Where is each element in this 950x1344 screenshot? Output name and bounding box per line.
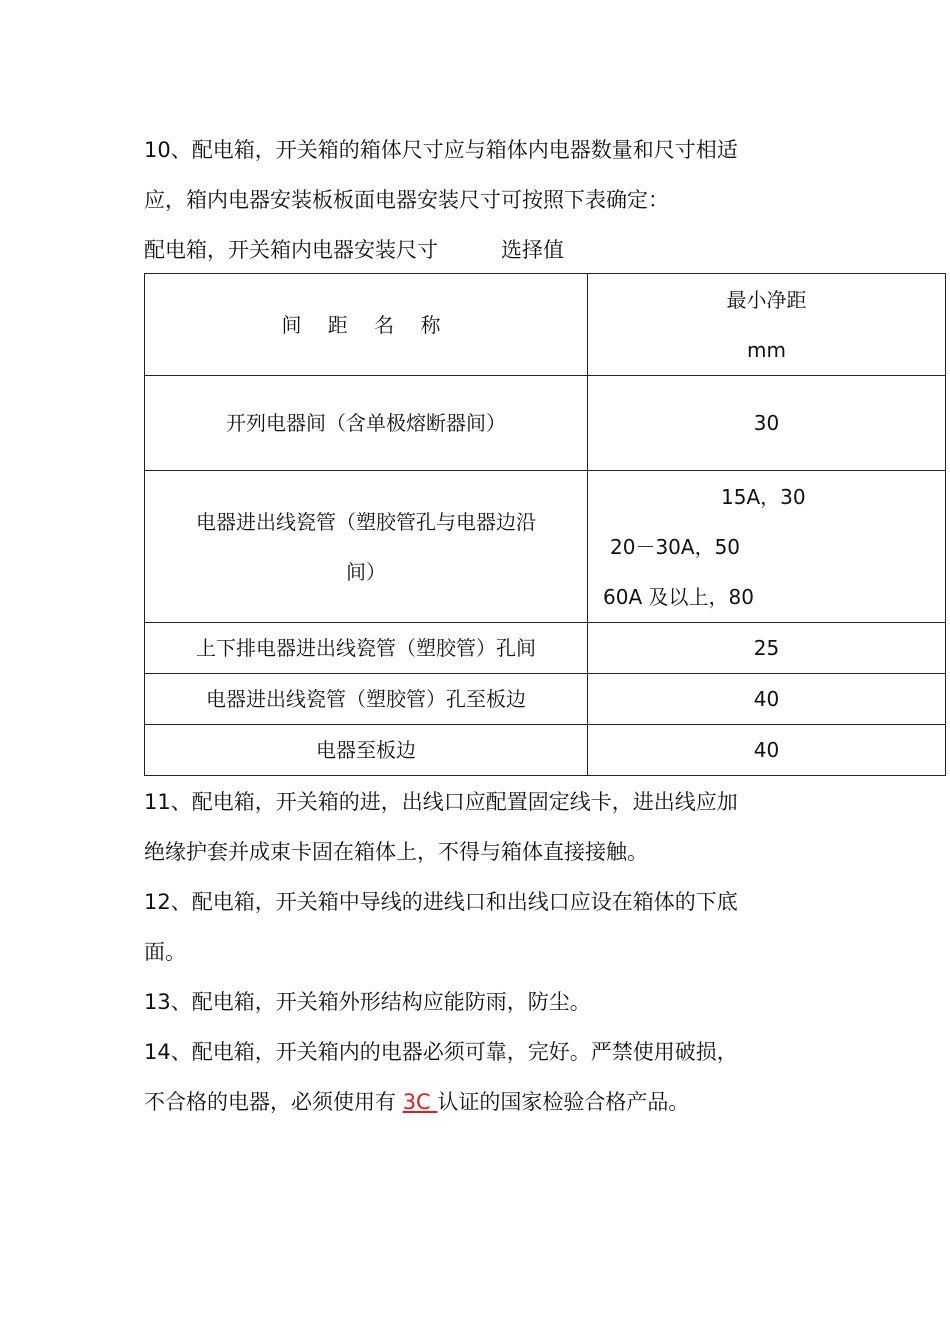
row-value-cell xyxy=(588,471,946,623)
row-name-line-1: 电器进出线瓷管（塑胶管孔与电器边沿 xyxy=(196,509,536,534)
row-value-line-2: 20－30A，50 xyxy=(610,534,741,559)
row-name-cell: 开列电器间（含单极熔断器间） xyxy=(145,376,588,471)
table-row xyxy=(145,623,946,674)
table-row xyxy=(145,674,946,725)
paragraph-14-text-before: 不合格的电器，必须使用有 xyxy=(144,1090,403,1114)
row-value-line-1: 15A，30 xyxy=(721,484,806,509)
row-value-cell: 40 xyxy=(588,674,946,725)
paragraph-12-line-1: 12、配电箱，开关箱中导线的进线口和出线口应设在箱体的下底 xyxy=(144,890,738,914)
paragraph-14-line-1: 14、配电箱，开关箱内的电器必须可靠，完好。严禁使用破损， xyxy=(144,1040,738,1064)
header-value-line-2: mm xyxy=(747,337,786,362)
3c-certification-link[interactable]: 3C xyxy=(402,1090,438,1114)
paragraph-12-line-2: 面。 xyxy=(144,940,186,964)
table-caption: 配电箱，开关箱内电器安装尺寸 选择值 xyxy=(144,238,564,262)
row-value-cell: 40 xyxy=(588,725,946,776)
row-value-line-3: 60A 及以上，80 xyxy=(603,584,754,609)
row-name-line-2: 间） xyxy=(346,559,386,584)
row-value-cell: 25 xyxy=(588,623,946,674)
table-header-row xyxy=(145,274,946,376)
installation-spacing-table xyxy=(144,273,946,776)
table-row xyxy=(145,376,946,471)
paragraph-11-line-1: 11、配电箱，开关箱的进，出线口应配置固定线卡，进出线应加 xyxy=(144,790,738,814)
paragraph-10-line-1: 10、配电箱，开关箱的箱体尺寸应与箱体内电器数量和尺寸相适 xyxy=(144,138,738,162)
paragraph-14-text-after: 认证的国家检验合格产品。 xyxy=(437,1090,690,1114)
paragraph-10-line-2: 应，箱内电器安装板板面电器安装尺寸可按照下表确定： xyxy=(144,188,669,212)
table-row xyxy=(145,471,946,623)
row-value-cell: 30 xyxy=(588,376,946,471)
paragraph-11-line-2: 绝缘护套并成束卡固在箱体上，不得与箱体直接接触。 xyxy=(144,840,648,864)
table-row xyxy=(145,725,946,776)
header-name-cell xyxy=(145,274,588,376)
header-value-line-1: 最小净距 xyxy=(726,287,807,312)
header-value-cell xyxy=(588,274,946,376)
row-name-cell: 上下排电器进出线瓷管（塑胶管）孔间 xyxy=(145,623,588,674)
row-name-cell: 电器至板边 xyxy=(145,725,588,776)
header-name: 间 距 名 称 xyxy=(281,312,451,337)
row-name-cell: 电器进出线瓷管（塑胶管）孔至板边 xyxy=(145,674,588,725)
paragraph-13: 13、配电箱，开关箱外形结构应能防雨，防尘。 xyxy=(144,990,591,1014)
row-name-cell xyxy=(145,471,588,623)
paragraph-14-line-2 xyxy=(144,1088,689,1116)
